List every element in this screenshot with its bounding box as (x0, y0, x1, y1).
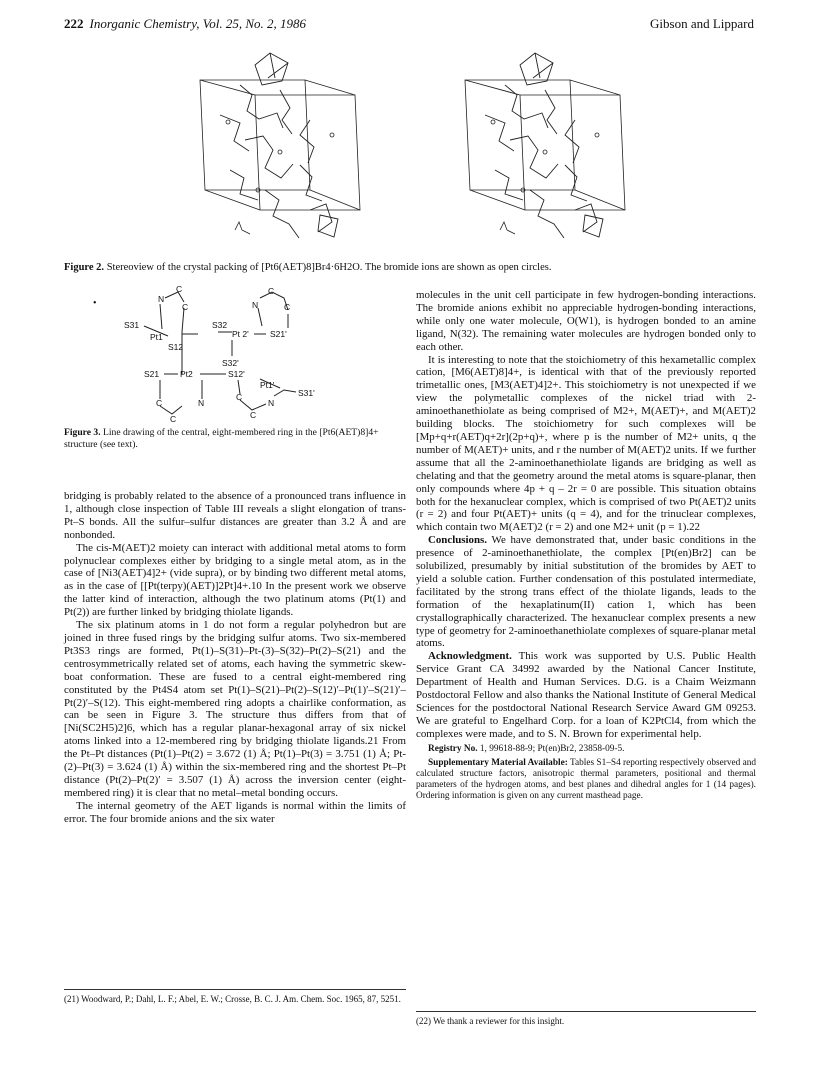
registry-text: 1, 99618-88-9; Pt(en)Br2, 23858-09-5. (479, 743, 625, 754)
fig3-atom-label: Pt2 (180, 369, 193, 379)
figure3-ring-drawing (120, 284, 360, 424)
margin-dot: • (93, 298, 97, 309)
figure2-caption-text: Stereoview of the crystal packing of [Pt6(AET)8]Br4·6H2O. The bromide ions are shown as open circles. (106, 262, 552, 273)
stereo-right-view (465, 53, 625, 238)
fig3-atom-label: C (176, 284, 183, 294)
figure2-stereoview (160, 40, 660, 255)
fig3-atom-label: C (268, 286, 275, 296)
footnote-rule (416, 1011, 756, 1012)
footnote-right (416, 1011, 756, 1027)
left-text-column (64, 490, 406, 826)
acknowledgment-heading: Acknowledgment. (428, 650, 512, 663)
fig3-atom-label: N (252, 300, 259, 310)
stereo-left-view (200, 53, 360, 238)
fig3-atom-label: N (198, 398, 205, 408)
fig3-atom-label: C (236, 392, 243, 402)
figure3-caption (64, 427, 404, 450)
figure2-caption-label: Figure 2. (64, 262, 105, 273)
footnote-left (64, 989, 406, 1005)
fig3-atom-label: Pt1' (260, 380, 275, 390)
conclusions-paragraph (416, 534, 756, 650)
acknowledgment-text: This work was supported by U.S. Public Health Service Grant CA 34992 awarded by the National Cancer Institute, Department of Health and Human Services. D.G. is a Chaim Weizmann Postdoctoral Fellow and also thanks the National Institute of General Medical Sciences for the postdoctoral National Research Service Award GM 09253. We are grateful to Engelhard Corp. for a loan of K2PtCl4, from which the complexes were made, and to S. N. Brown for experimental help. (416, 650, 756, 740)
registry-heading: Registry No. (428, 743, 478, 754)
footnote-22: (22) We thank a reviewer for this insight. (416, 1016, 565, 1026)
body-paragraph: molecules in the unit cell participate in few hydrogen-bonding interactions. The bromide anions exhibit no appreciable hydrogen-bonding interactions, while only one water molecule, O(W1), is hydrogen bonded to an amine ligand, N(32). The remaining water molecules are hydrogen bonded only to each other. (416, 289, 756, 353)
fig3-atom-label: S12 (168, 342, 184, 352)
registry-paragraph (416, 744, 756, 755)
fig3-atom-label: S32' (222, 358, 239, 368)
body-paragraph: The internal geometry of the AET ligands is normal within the limits of error. The four bromide anions and the six water (64, 799, 406, 825)
body-paragraph: It is interesting to note that the stoichiometry of this hexametallic complex cation, [M6(AET)8]4+, is identical with that of the previously reported trimetallic ones, [M3(AET)4]2+. This stoichiometry is not unexpected if we view the polymetallic complexes of the nickel triad with 2-aminoethanethiolate as being comprised of M2+, M(AET)+, and M(AET)2 building blocks. The stoichiometry for such complexes will be [Mp+q+r(AET)q+2r](2p+q)+, where p is the number of M2+ units, q the number of M(AET)+ units, and r the number of M(AET)2 units. If we further assume that all the 2-aminoethanethiolate ligands are bridging as well as chelating and that the geometry around the metal atoms is square-planar, then only compounds where 4p + q – 2r = 0 are possible. This situation obtains both for the hexanuclear complex, which is comprised of two Pt(AET)2 units (r = 2) and four Pt(AET)+ units (q = 4), and for the trinuclear complexes, which contain two M(AET)2 (r = 2) and one M2+ unit (p = 1).22 (416, 353, 756, 534)
fig3-atom-label: S12' (228, 369, 245, 379)
fig3-atom-label: C (284, 302, 291, 312)
fig3-atom-label: C (182, 302, 189, 312)
conclusions-heading: Conclusions. (428, 534, 488, 547)
fig3-atom-label: S21 (144, 369, 160, 379)
header-authors: Gibson and Lippard (650, 16, 754, 31)
body-paragraph: The six platinum atoms in 1 do not form a regular polyhedron but are joined in three fused rings by the bridging sulfur atoms. Two six-membered Pt3S3 rings are formed, Pt(1)–S(31)–Pt-(3)–S(32)–Pt(2)–S(21) and the centrosymmetrically related set of atoms, each having the symmetric skew-boat conformation. These are fused to a central eight-membered ring constituted by the Pt4S4 atom set Pt(1)–S(21)–Pt(2)–S(12)′–Pt(1)′–S(21)′–Pt(2)′–S(12). This eight-membered ring adopts a chairlike conformation, as can be seen in Figure 3. The structure thus differs from that of [Ni(SC2H5)2]6, which has a regular planar-hexagonal array of six nickel atoms linked into a 12-membered ring by bridging thiolate ligands.21 From the Pt–Pt distances (Pt(1)–Pt(2) = 3.672 (1) Å; Pt(1)–Pt(3) = 3.751 (1) Å; Pt-(2)–Pt(3) = 3.624 (1) Å) within the six-membered ring and the shortest Pt–Pt distance (Pt(2)–Pt(2)′ = 3.507 (1) Å) across the inversion center (eight-membered ring) it is clear that no metal–metal bonding occurs. (64, 619, 406, 799)
fig3-atom-label: S21' (270, 329, 287, 339)
fig3-atom-label: C (170, 414, 177, 424)
running-header (64, 16, 754, 34)
supplementary-text: Tables S1–S4 reporting respectively observed and calculated structure factors, anisotropic thermal parameters, positional and thermal parameters of the hydrogen atoms, and best planes and dihedral angles for 1 (14 pages). Ordering information is given on any current masthead page. (416, 757, 757, 801)
conclusions-text: We have demonstrated that, under basic conditions in the presence of 2-aminoethanethiolate, the complex [Pt(en)Br2] can be solubilized, presumably by initial substitution of the bromides by AET to yield a soluble cation. Further condensation of this postulated intermediate, facilitated by the strong trans effect of the thiolate ligands, leads to the formation of the hexaplatinum(II) cation 1, which has been crystallographically characterized. The hexanuclear complex presents a new type of geometry for 2-aminoethanethiolate complexes of square-planar metal atoms. (416, 534, 756, 650)
fig3-atom-label: C (156, 398, 163, 408)
figure2-caption (64, 262, 764, 273)
fig3-atom-label: S32 (212, 320, 228, 330)
supplementary-heading: Supplementary Material Available: (428, 757, 568, 768)
acknowledgment-paragraph (416, 650, 756, 740)
journal-citation: Inorganic Chemistry, Vol. 25, No. 2, 1986 (89, 16, 307, 31)
fig3-atom-label: N (268, 398, 275, 408)
supplementary-paragraph (416, 758, 756, 802)
body-paragraph: The cis-M(AET)2 moiety can interact with additional metal atoms to form polynuclear complexes either by bridging to a single metal atom, as in the case of [Ni3(AET)4]2+ (vide supra), or by binding two different metal atoms, as in the case of [[Pt(terpy)(AET)]2Pt]4+.10 In the present work we observe the latter kind of interaction, although the two platinum atoms (Pt(1) and Pt(2)) are further linked by bridging thiolate ligands. (64, 541, 406, 619)
page-number: 222 (64, 16, 84, 31)
figure3-caption-text: Line drawing of the central, eight-membered ring in the [Pt6(AET)8]4+ structure (see text). (64, 427, 379, 450)
right-text-column (416, 289, 756, 802)
fig3-atom-label: S31 (124, 320, 140, 330)
fig3-atom-label: Pt1 (150, 332, 163, 342)
figure3-caption-label: Figure 3. (64, 427, 101, 438)
body-paragraph: bridging is probably related to the absence of a pronounced trans influence in 1, although close inspection of Table III reveals a slight elongation of trans-Pt–S bonds. All the sulfur–sulfur distances are greater than 3.2 Å and are nonbonded. (64, 490, 406, 541)
fig3-atom-label: C (250, 410, 257, 420)
footnote-21: (21) Woodward, P.; Dahl, L. F.; Abel, E. W.; Crosse, B. C. J. Am. Chem. Soc. 1965, 87, 5251. (64, 994, 401, 1004)
footnote-rule (64, 989, 406, 990)
fig3-atom-label: Pt 2' (232, 329, 249, 339)
fig3-atom-label: S31' (298, 388, 315, 398)
fig3-atom-label: N (158, 294, 165, 304)
header-left (64, 16, 306, 32)
